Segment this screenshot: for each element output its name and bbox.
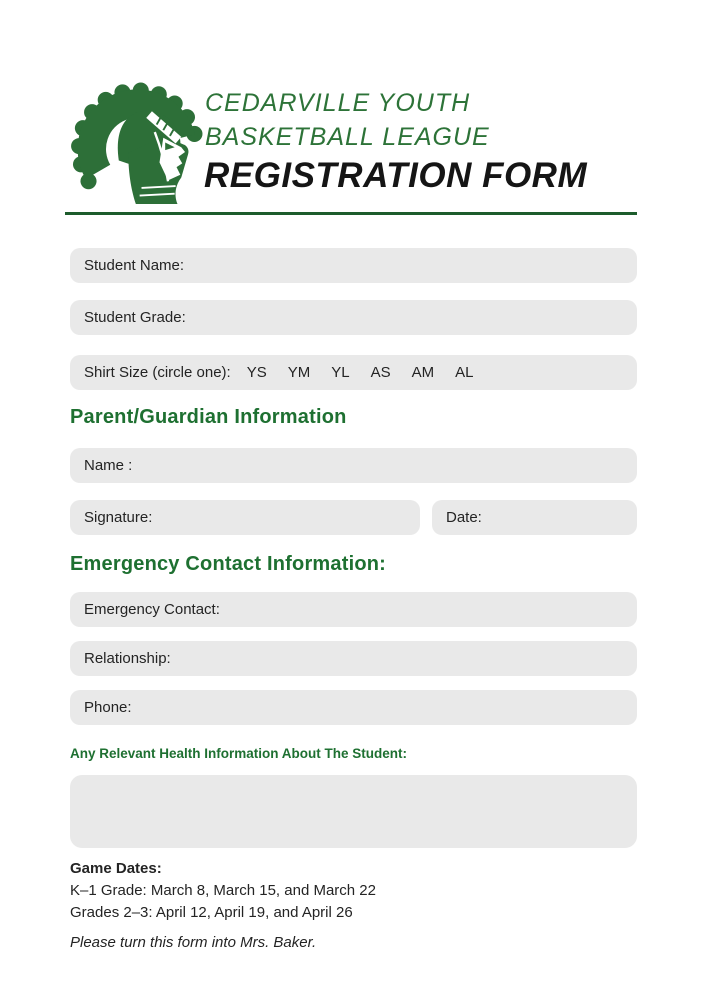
game-dates-heading: Game Dates: [70, 860, 162, 877]
org-name [205, 86, 490, 154]
date-input[interactable] [482, 500, 623, 535]
parent-name-field[interactable] [70, 448, 637, 483]
emergency-contact-field[interactable] [70, 592, 637, 627]
footer [70, 858, 376, 954]
emergency-contact-input[interactable] [220, 592, 623, 627]
student-grade-field[interactable] [70, 300, 637, 335]
shirt-option-al[interactable]: AL [455, 364, 474, 381]
org-line2: BASKETBALL LEAGUE [205, 123, 490, 151]
shirt-option-yl[interactable]: YL [331, 364, 350, 381]
shirt-option-ys[interactable]: YS [246, 364, 267, 381]
student-grade-label: Student Grade: [84, 309, 186, 326]
health-section-heading: Any Relevant Health Information About The Student: [70, 746, 408, 761]
student-name-label: Student Name: [84, 257, 185, 274]
shirt-option-am[interactable]: AM [411, 364, 435, 381]
health-info-textarea[interactable] [70, 775, 637, 848]
phone-field[interactable] [70, 690, 637, 725]
student-name-field[interactable] [70, 248, 637, 283]
signature-input[interactable] [152, 500, 406, 535]
spartan-head-icon [62, 60, 204, 208]
relationship-label: Relationship: [84, 650, 171, 667]
shirt-size-options [247, 364, 474, 381]
game-dates-line1: K–1 Grade: March 8, March 15, and March 22 [70, 882, 376, 899]
date-label: Date: [446, 509, 482, 526]
shirt-option-as[interactable]: AS [370, 364, 391, 381]
parent-name-label: Name : [84, 457, 133, 474]
phone-label: Phone: [84, 699, 132, 716]
phone-input[interactable] [132, 690, 623, 725]
student-name-input[interactable] [184, 248, 623, 283]
emergency-section-heading: Emergency Contact Information: [70, 553, 387, 575]
turn-in-note: Please turn this form into Mrs. Baker. [70, 934, 317, 951]
relationship-field[interactable] [70, 641, 637, 676]
date-field[interactable] [432, 500, 637, 535]
parent-section-heading: Parent/Guardian Information [70, 406, 347, 428]
relationship-input[interactable] [171, 641, 623, 676]
game-dates-line2: Grades 2–3: April 12, April 19, and April 26 [70, 904, 353, 921]
student-grade-input[interactable] [186, 300, 623, 335]
header-divider [65, 212, 637, 215]
shirt-size-label: Shirt Size (circle one): [84, 364, 231, 381]
signature-field[interactable] [70, 500, 420, 535]
signature-label: Signature: [84, 509, 153, 526]
emergency-contact-label: Emergency Contact: [84, 601, 220, 618]
parent-name-input[interactable] [132, 448, 623, 483]
page-title: REGISTRATION FORM [204, 156, 588, 195]
shirt-size-field[interactable] [70, 355, 637, 390]
shirt-option-ym[interactable]: YM [287, 364, 311, 381]
org-line1: CEDARVILLE YOUTH [205, 89, 471, 117]
